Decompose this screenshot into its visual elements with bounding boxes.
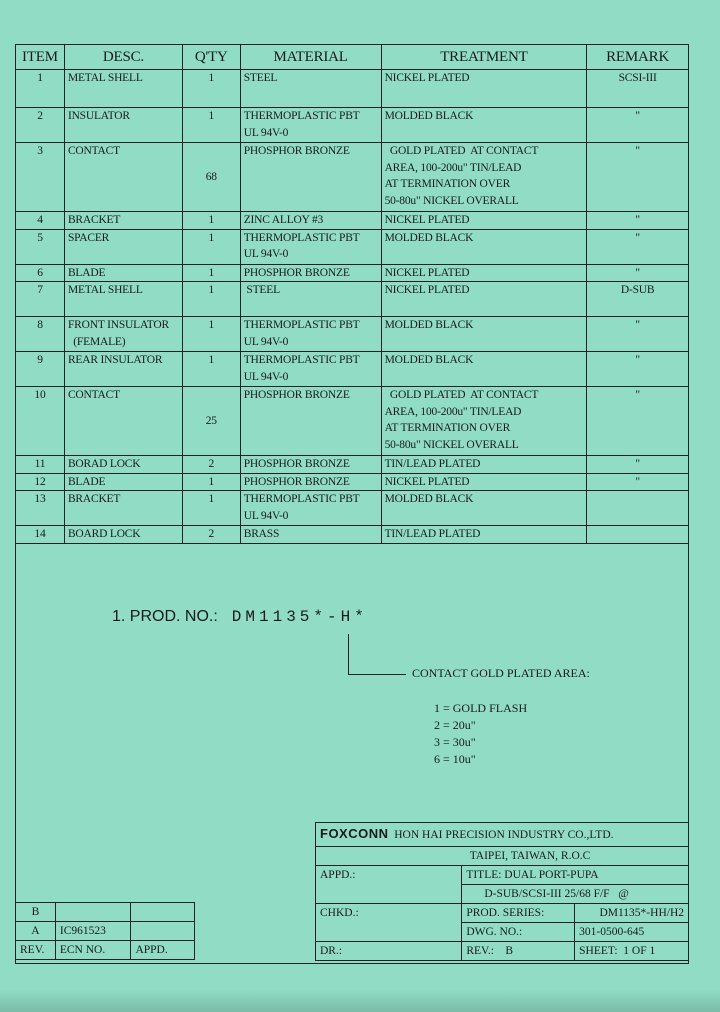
header-remark: REMARK	[587, 45, 689, 70]
cell-desc-line: BRACKET	[67, 493, 121, 505]
table-row	[16, 491, 689, 526]
appd-field: APPD.:	[316, 866, 462, 904]
cell-remark: "	[587, 212, 689, 230]
header-qty: Q'TY	[182, 45, 240, 70]
cell-material-line: UL 94V-0	[243, 248, 289, 260]
cell-desc	[64, 473, 182, 491]
chkd-field: CHKD.:	[316, 904, 462, 942]
revision-block	[15, 902, 195, 960]
cell-qty: 2	[182, 456, 240, 474]
company-header	[316, 823, 689, 847]
rev-value: B	[505, 945, 514, 957]
cell-treatment	[381, 108, 587, 143]
cell-remark: D-SUB	[587, 282, 689, 317]
cell-material	[240, 456, 381, 474]
rev-header: REV.	[16, 941, 56, 960]
cell-qty: 1	[182, 473, 240, 491]
cell-treatment	[381, 491, 587, 526]
cell-qty: 1	[182, 317, 240, 352]
cell-qty: 1	[182, 212, 240, 230]
cell-qty: 1	[182, 264, 240, 282]
cell-material-line: ZINC ALLOY #3	[243, 214, 324, 226]
cell-remark: "	[587, 229, 689, 264]
option-item: 2 = 20u"	[434, 718, 476, 732]
cell-treatment-line: NICKEL PLATED	[384, 214, 470, 226]
option-item: 6 = 10u"	[434, 752, 476, 766]
cell-desc-line: CONTACT	[67, 389, 120, 401]
ecn-number: IC961523	[55, 922, 131, 941]
cell-material-line: UL 94V-0	[243, 509, 289, 522]
cell-treatment-line: AT TERMINATION OVER	[384, 178, 511, 190]
table-row	[16, 526, 689, 544]
table-row	[16, 352, 689, 387]
cell-treatment-line: GOLD PLATED AT CONTACT	[384, 145, 539, 157]
sheet-value: 1 OF 1	[623, 945, 656, 957]
cell-desc	[64, 108, 182, 143]
cell-desc	[64, 387, 182, 456]
cell-desc	[64, 229, 182, 264]
cell-desc-line: BLADE	[67, 266, 106, 279]
cell-desc-line: REAR INSULATOR	[67, 354, 163, 366]
cell-material-line: THERMOPLASTIC PBT	[243, 110, 360, 122]
cell-remark	[587, 491, 689, 526]
cell-treatment-line: GOLD PLATED AT CONTACT	[384, 389, 539, 401]
cell-qty: 68	[182, 143, 240, 212]
cell-treatment	[381, 387, 587, 456]
contact-area-label: CONTACT GOLD PLATED AREA:	[412, 666, 590, 680]
cell-treatment	[381, 143, 587, 212]
cell-desc-line: BORAD LOCK	[67, 458, 141, 470]
title-line-1: TITLE: DUAL PORT-PUPA	[462, 866, 689, 885]
dwg-value: 301-0500-645	[575, 923, 689, 942]
cell-treatment-line: AREA, 100-200u" TIN/LEAD	[384, 405, 522, 418]
cell-item: 11	[16, 456, 65, 474]
ecn-number	[55, 903, 131, 922]
rev-letter: B	[16, 903, 56, 922]
cell-material	[240, 264, 381, 282]
cell-treatment-line: 50-80u" NICKEL OVERALL	[384, 194, 519, 207]
cell-remark: "	[587, 108, 689, 143]
cell-treatment-line: NICKEL PLATED	[384, 72, 470, 84]
cell-remark: "	[587, 352, 689, 387]
cell-item: 3	[16, 143, 65, 212]
cell-material	[240, 491, 381, 526]
cell-treatment	[381, 352, 587, 387]
rev-appd	[131, 922, 195, 941]
cell-material-line: PHOSPHOR BRONZE	[243, 458, 350, 470]
cell-treatment-line: NICKEL PLATED	[384, 266, 470, 279]
scan-noise	[0, 990, 720, 1012]
cell-treatment-line: MOLDED BLACK	[384, 110, 474, 122]
cell-material-line: PHOSPHOR BRONZE	[243, 475, 350, 488]
cell-qty: 1	[182, 352, 240, 387]
table-row	[16, 212, 689, 230]
series-value: DM1135*-HH/H2	[575, 904, 689, 923]
cell-item: 2	[16, 108, 65, 143]
cell-desc	[64, 317, 182, 352]
contact-area-options	[434, 700, 527, 768]
cell-desc-line: SPACER	[67, 231, 110, 244]
cell-material	[240, 229, 381, 264]
cell-desc-line: FRONT INSULATOR	[67, 319, 169, 331]
cell-material-line: UL 94V-0	[243, 335, 289, 348]
cell-material	[240, 473, 381, 491]
header-desc: DESC.	[64, 45, 182, 70]
cell-qty: 25	[182, 387, 240, 456]
cell-material-line: PHOSPHOR BRONZE	[243, 389, 350, 401]
rev-field: REV.: B	[462, 942, 575, 961]
cell-treatment	[381, 317, 587, 352]
cell-material-line: PHOSPHOR BRONZE	[243, 145, 350, 157]
cell-treatment	[381, 264, 587, 282]
table-row	[16, 264, 689, 282]
cell-desc-line: (FEMALE)	[67, 335, 126, 348]
product-number-label: 1. PROD. NO.:	[112, 608, 218, 625]
foxconn-logo: FOXCONN	[320, 826, 389, 841]
cell-remark: "	[587, 264, 689, 282]
cell-desc	[64, 352, 182, 387]
cell-treatment	[381, 212, 587, 230]
cell-item: 8	[16, 317, 65, 352]
cell-desc-line: BRACKET	[67, 214, 121, 226]
cell-desc	[64, 491, 182, 526]
cell-item: 13	[16, 491, 65, 526]
dwg-label: DWG. NO.:	[462, 923, 575, 942]
cell-material	[240, 70, 381, 108]
cell-treatment	[381, 282, 587, 317]
rev-letter: A	[16, 922, 56, 941]
cell-desc-line: CONTACT	[67, 145, 120, 157]
cell-qty: 2	[182, 526, 240, 544]
cell-desc-line: BOARD LOCK	[67, 528, 141, 540]
cell-material	[240, 317, 381, 352]
cell-item: 1	[16, 70, 65, 108]
company-location: TAIPEI, TAIWAN, R.O.C	[316, 847, 689, 866]
header-material: MATERIAL	[240, 45, 381, 70]
table-row	[16, 473, 689, 491]
cell-treatment	[381, 456, 587, 474]
cell-remark: "	[587, 473, 689, 491]
cell-treatment	[381, 473, 587, 491]
cell-material	[240, 352, 381, 387]
sheet-field: SHEET: 1 OF 1	[575, 942, 689, 961]
cell-treatment-line: NICKEL PLATED	[384, 284, 470, 296]
cell-item: 4	[16, 212, 65, 230]
cell-treatment-line: TIN/LEAD PLATED	[384, 458, 481, 470]
cell-desc	[64, 456, 182, 474]
cell-material	[240, 387, 381, 456]
cell-material	[240, 526, 381, 544]
table-row	[16, 108, 689, 143]
cell-treatment-line: AREA, 100-200u" TIN/LEAD	[384, 161, 522, 174]
table-header-row	[16, 45, 689, 70]
cell-desc	[64, 264, 182, 282]
cell-qty: 1	[182, 70, 240, 108]
cell-treatment	[381, 526, 587, 544]
cell-qty: 1	[182, 282, 240, 317]
cell-item: 6	[16, 264, 65, 282]
cell-material-line: STEEL	[243, 284, 280, 296]
cell-desc	[64, 212, 182, 230]
cell-material	[240, 143, 381, 212]
table-row	[16, 70, 689, 108]
cell-desc	[64, 70, 182, 108]
table-row	[16, 456, 689, 474]
product-number-code: DM1135*-H*	[231, 608, 368, 626]
title-block	[315, 822, 689, 961]
table-row	[16, 387, 689, 456]
cell-treatment-line: 50-80u" NICKEL OVERALL	[384, 438, 519, 451]
cell-desc	[64, 282, 182, 317]
header-treatment: TREATMENT	[381, 45, 587, 70]
cell-item: 5	[16, 229, 65, 264]
cell-desc	[64, 526, 182, 544]
cell-material-line: THERMOPLASTIC PBT	[243, 319, 360, 331]
cell-item: 10	[16, 387, 65, 456]
cell-material-line: THERMOPLASTIC PBT	[243, 493, 360, 505]
cell-qty: 1	[182, 229, 240, 264]
cell-material	[240, 282, 381, 317]
cell-remark: "	[587, 317, 689, 352]
title-line-2: D-SUB/SCSI-III 25/68 F/F @	[462, 885, 689, 904]
cell-material-line: THERMOPLASTIC PBT	[243, 354, 360, 366]
ecn-header: ECN NO.	[55, 941, 131, 960]
table-row	[16, 143, 689, 212]
cell-desc-line: BLADE	[67, 475, 106, 488]
cell-material-line: UL 94V-0	[243, 126, 289, 139]
product-number	[112, 608, 368, 626]
cell-remark	[587, 526, 689, 544]
cell-material	[240, 108, 381, 143]
cell-item: 7	[16, 282, 65, 317]
leader-line	[348, 674, 406, 675]
cell-treatment-line: MOLDED BLACK	[384, 354, 474, 366]
cell-qty: 1	[182, 108, 240, 143]
cell-treatment-line: MOLDED BLACK	[384, 231, 474, 244]
stamp-mark: @	[618, 888, 629, 900]
option-item: 3 = 30u"	[434, 735, 476, 749]
option-item: 1 = GOLD FLASH	[434, 701, 528, 715]
header-item: ITEM	[16, 45, 65, 70]
series-label: PROD. SERIES:	[462, 904, 575, 923]
appd-header: APPD.	[131, 941, 195, 960]
bill-of-materials-table	[15, 44, 689, 544]
cell-treatment-line: MOLDED BLACK	[384, 319, 474, 331]
rev-appd	[131, 903, 195, 922]
company-name: HON HAI PRECISION INDUSTRY CO.,LTD.	[394, 829, 614, 841]
table-row	[16, 317, 689, 352]
cell-material-line: PHOSPHOR BRONZE	[243, 266, 350, 279]
leader-line	[348, 634, 349, 674]
cell-item: 9	[16, 352, 65, 387]
cell-remark: "	[587, 143, 689, 212]
cell-desc	[64, 143, 182, 212]
cell-treatment	[381, 70, 587, 108]
table-row	[16, 229, 689, 264]
table-row	[16, 282, 689, 317]
cell-item: 14	[16, 526, 65, 544]
cell-treatment-line: AT TERMINATION OVER	[384, 422, 511, 434]
cell-material	[240, 212, 381, 230]
cell-material-line: THERMOPLASTIC PBT	[243, 231, 360, 244]
cell-treatment	[381, 229, 587, 264]
cell-material-line: STEEL	[243, 72, 278, 84]
cell-treatment-line: NICKEL PLATED	[384, 475, 470, 488]
cell-remark: "	[587, 456, 689, 474]
cell-material-line: UL 94V-0	[243, 370, 289, 383]
cell-qty: 1	[182, 491, 240, 526]
cell-desc-line: METAL SHELL	[67, 284, 143, 296]
cell-desc-line: INSULATOR	[67, 110, 130, 122]
cell-treatment-line: MOLDED BLACK	[384, 493, 474, 505]
cell-remark: SCSI-III	[587, 70, 689, 108]
cell-material-line: BRASS	[243, 528, 280, 540]
cell-remark: "	[587, 387, 689, 456]
cell-desc-line: METAL SHELL	[67, 72, 143, 84]
cell-treatment-line: TIN/LEAD PLATED	[384, 528, 481, 540]
cell-item: 12	[16, 473, 65, 491]
dr-field: DR.:	[316, 942, 462, 961]
